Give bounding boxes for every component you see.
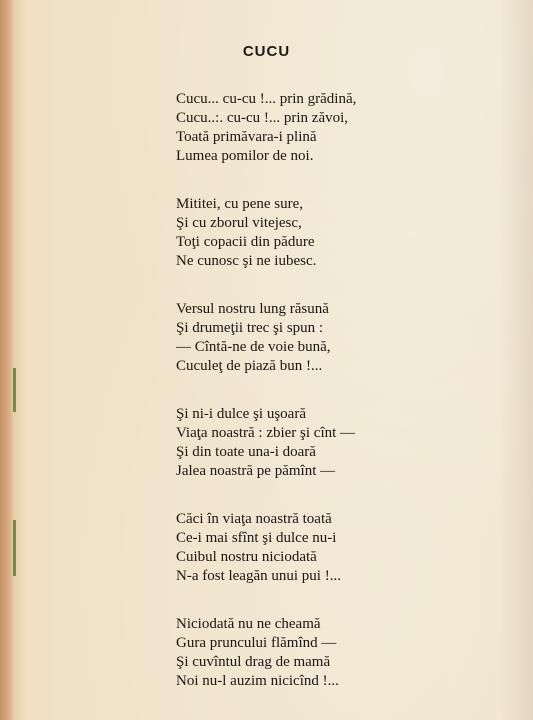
verse-line: Lumea pomilor de noi.: [176, 148, 314, 164]
verse-line: N-a fost leagăn unui pui !...: [176, 568, 341, 584]
verse-line: Cuibul nostru niciodată: [176, 549, 317, 565]
verse-line: Cuculeţ de piază bun !...: [176, 358, 323, 374]
stanza-5: [176, 510, 356, 586]
stanza-3: [176, 300, 356, 376]
binding-mark-lower: [13, 520, 16, 576]
verse-line: Şi din toate una-i doară: [176, 444, 316, 460]
verse-line: Mititei, cu pene sure,: [176, 196, 304, 212]
stanza-6: [176, 615, 356, 691]
verse-line: Versul nostru lung răsună: [176, 301, 329, 317]
verse-line: Căci în viaţa noastră toată: [176, 511, 332, 527]
page-fold-shadow: [500, 0, 533, 720]
verse-line: — Cîntă-ne de voie bună,: [176, 339, 331, 355]
verse-line: Şi cu zborul vitejesc,: [176, 215, 302, 231]
verse-line: Şi drumeţii trec şi spun :: [176, 320, 324, 336]
verse-line: Toţi copacii din pădure: [176, 234, 315, 250]
verse-line: Jalea noastră pe pămînt —: [176, 463, 336, 479]
verse-line: Toată primăvara-i plină: [176, 129, 317, 145]
verse-line: Şi cuvîntul drag de mamă: [176, 654, 331, 670]
verse-line: Ne cunosc şi ne iubesc.: [176, 253, 317, 269]
verse-line: Viaţa noastră : zbier şi cînt —: [176, 425, 356, 441]
verse-line: Ce-i mai sfînt şi dulce nu-i: [176, 530, 337, 546]
page-binding-edge: [0, 0, 14, 720]
stanza-1: [176, 90, 356, 166]
poem-title: CUCU: [242, 43, 291, 60]
stanza-4: [176, 405, 356, 481]
binding-mark-upper: [13, 368, 16, 412]
verse-line: Noi nu-l auzim nicicînd !...: [176, 673, 339, 689]
verse-line: Cucu... cu-cu !... prin grădină,: [176, 91, 357, 107]
stanza-2: [176, 195, 356, 271]
verse-line: Şi ni-i dulce şi uşoară: [176, 406, 306, 422]
poem-body: [176, 90, 356, 691]
verse-line: Cucu..:. cu-cu !... prin zăvoi,: [176, 110, 349, 126]
verse-line: Niciodată nu ne cheamă: [176, 616, 321, 632]
verse-line: Gura pruncului flămînd —: [176, 635, 337, 651]
